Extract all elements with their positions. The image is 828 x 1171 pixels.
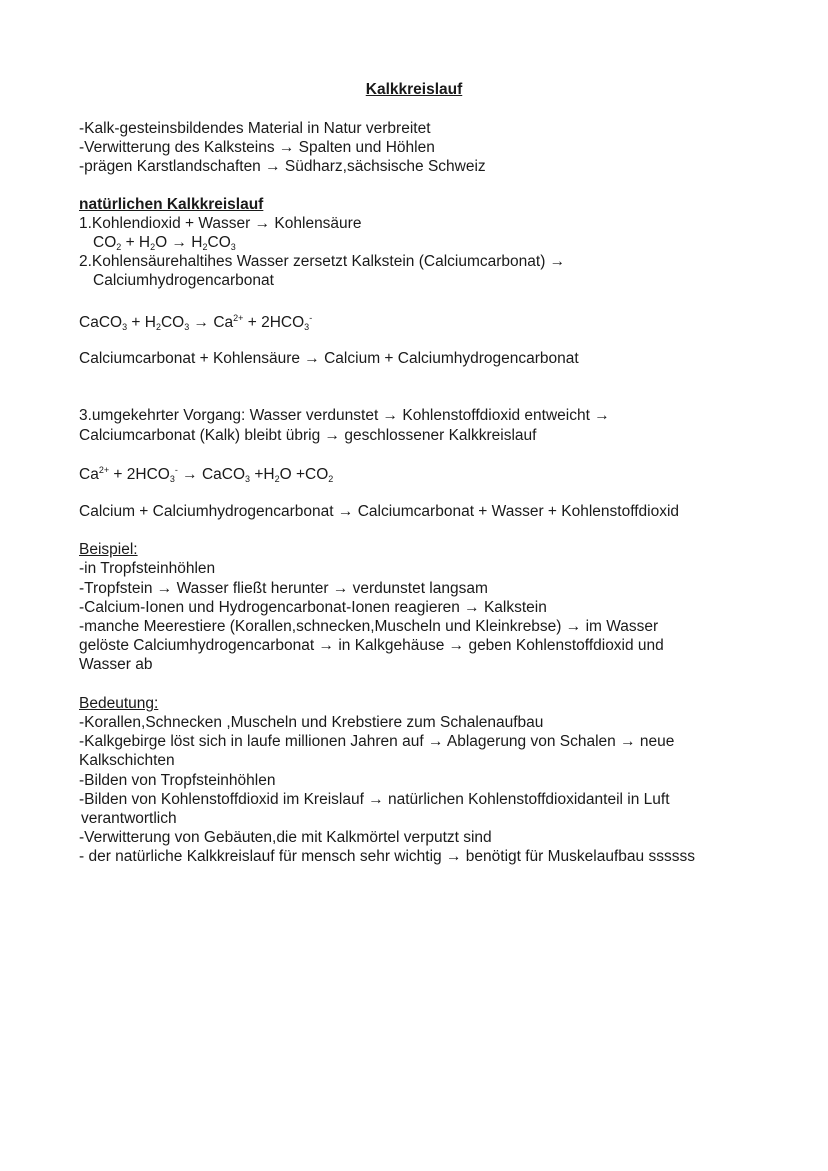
- step-3-line-2: Calciumcarbonat (Kalk) bleibt übrig → geschlossener Kalkkreislauf: [79, 427, 537, 444]
- page-title: Kalkkreislauf: [365, 81, 463, 98]
- meaning-line-4: -Bilden von Tropfsteinhöhlen: [79, 772, 276, 789]
- step-1: 1.Kohlendioxid + Wasser → Kohlensäure: [79, 215, 362, 232]
- section-heading-natural: natürlichen Kalkkreislauf: [79, 196, 264, 213]
- meaning-line-6: verantwortlich: [81, 810, 177, 827]
- meaning-line-2: -Kalkgebirge löst sich in laufe millionen Jahren auf → Ablagerung von Schalen → neue: [79, 733, 675, 750]
- meaning-line-7: -Verwitterung von Gebäuten,die mit Kalkmörtel verputzt sind: [79, 829, 492, 846]
- example-line-2: -Tropfstein → Wasser fließt herunter → verdunstet langsam: [79, 580, 488, 597]
- example-line-6: Wasser ab: [79, 656, 153, 673]
- section-heading-example: Beispiel:: [79, 541, 138, 558]
- meaning-line-1: -Korallen,Schnecken ,Muscheln und Krebstiere zum Schalenaufbau: [79, 714, 544, 731]
- section-heading-meaning: Bedeutung:: [79, 695, 159, 712]
- step-2-line-1: 2.Kohlensäurehaltihes Wasser zersetzt Kalkstein (Calciumcarbonat) →: [79, 253, 566, 270]
- intro-line-3: -prägen Karstlandschaften → Südharz,sächsische Schweiz: [79, 158, 486, 175]
- word-equation-1: Calciumcarbonat + Kohlensäure → Calcium + Calciumhydrogencarbonat: [79, 350, 579, 367]
- equation-1: $CO_2 + H_2O \to H_2CO_3$: [93, 234, 236, 252]
- example-line-3: -Calcium-Ionen und Hydrogencarbonat-Ionen reagieren → Kalkstein: [79, 599, 547, 616]
- word-equation-2: Calcium + Calciumhydrogencarbonat → Calciumcarbonat + Wasser + Kohlenstoffdioxid: [79, 503, 680, 520]
- example-line-1: -in Tropfsteinhöhlen: [79, 560, 216, 577]
- example-line-5: gelöste Calciumhydrogencarbonat → in Kalkgehäuse → geben Kohlenstoffdioxid und: [79, 637, 664, 654]
- meaning-line-5: -Bilden von Kohlenstoffdioxid im Kreislauf → natürlichen Kohlenstoffdioxidanteil in Luft: [79, 791, 670, 808]
- example-line-4: -manche Meerestiere (Korallen,schnecken,Muscheln und Kleinkrebse) → im Wasser: [79, 618, 659, 635]
- meaning-line-3: Kalkschichten: [79, 752, 175, 769]
- step-3-line-1: 3.umgekehrter Vorgang: Wasser verdunstet → Kohlenstoffdioxid entweicht →: [79, 407, 610, 424]
- meaning-line-8: - der natürliche Kalkkreislauf für mensch sehr wichtig → benötigt für Muskelaufbau ssssss: [79, 848, 695, 865]
- intro-line-1: -Kalk-gesteinsbildendes Material in Natur verbreitet: [79, 120, 431, 137]
- equation-3: $Ca^{2+} + 2HCO_3^-$ → CaCO$_3$ $+H_2O +CO_2$: [79, 465, 334, 484]
- equation-2: CaCO$_3$ + $H_2CO_3 \to Ca^{2+} + 2HCO_3^-$: [79, 313, 313, 332]
- step-2-line-2: Calciumhydrogencarbonat: [93, 272, 274, 289]
- intro-line-2: -Verwitterung des Kalksteins → Spalten und Höhlen: [79, 139, 435, 156]
